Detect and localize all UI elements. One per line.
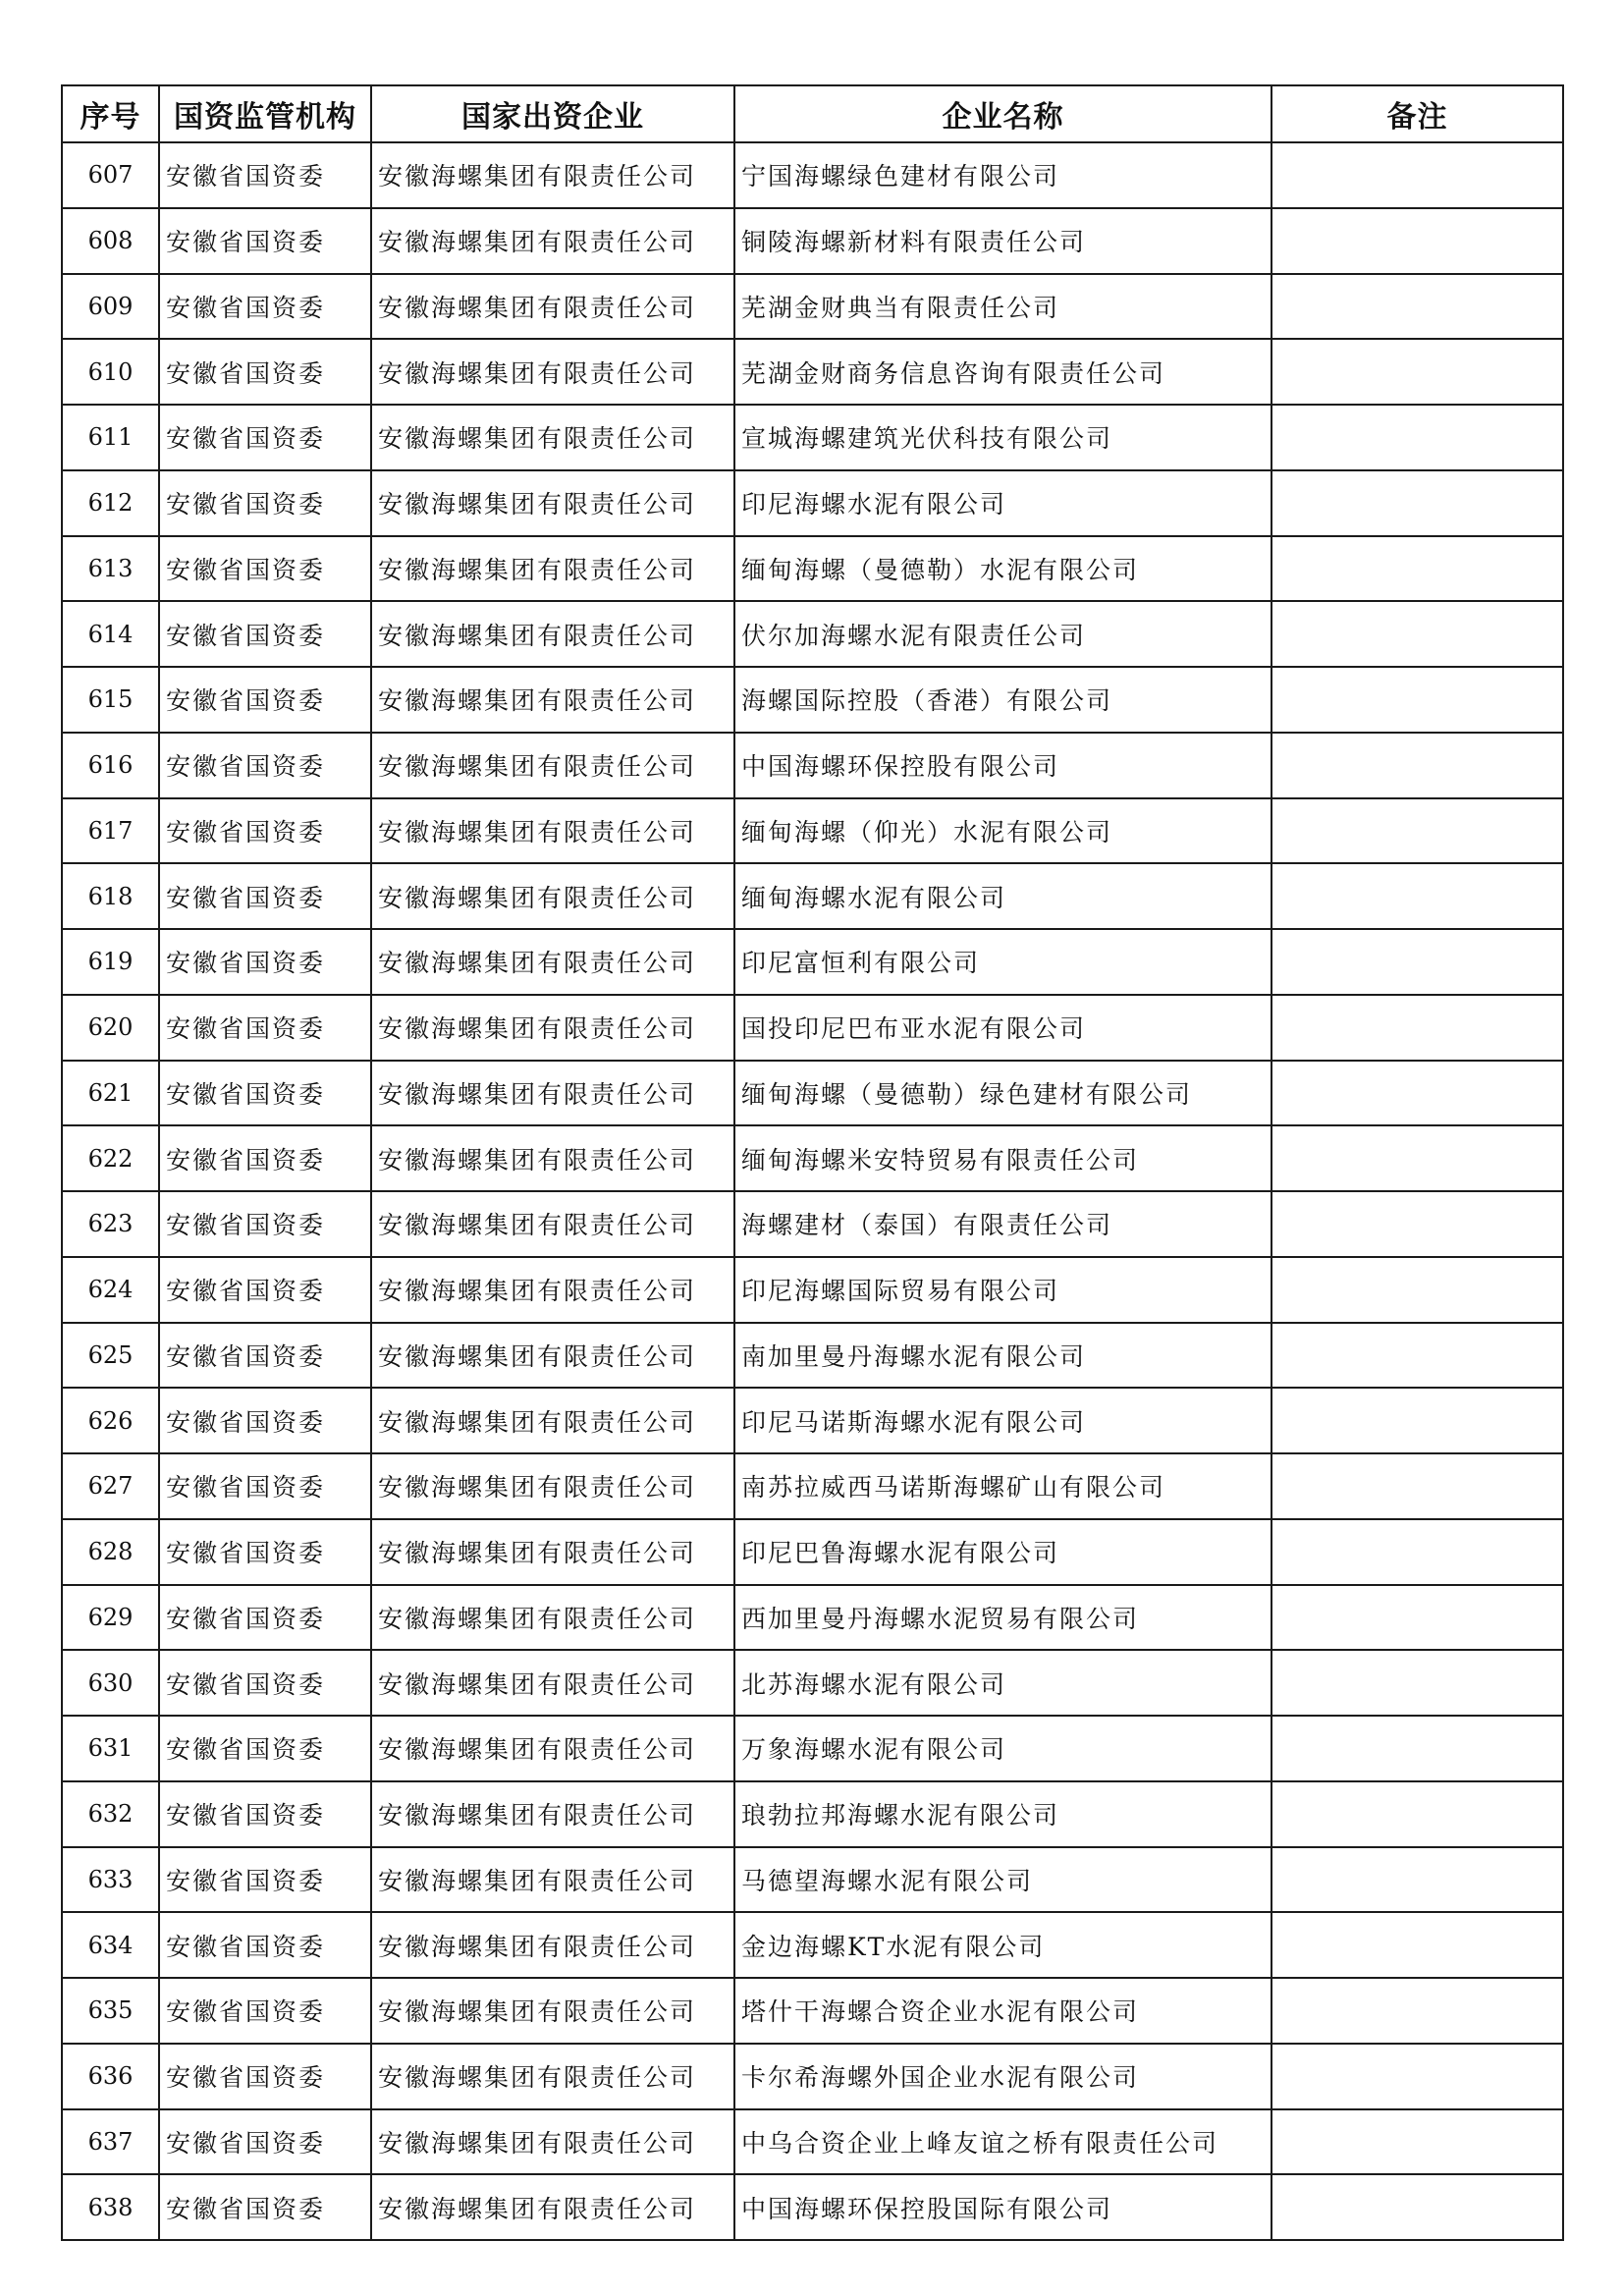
cell-investor: 安徽海螺集团有限责任公司 [371, 1650, 734, 1716]
cell-serial-number: 610 [62, 339, 159, 405]
table-row [62, 274, 1563, 340]
table-row [62, 1781, 1563, 1847]
table-row [62, 1716, 1563, 1781]
table-row [62, 339, 1563, 405]
table-row [62, 601, 1563, 667]
cell-serial-number: 622 [62, 1125, 159, 1191]
table-row [62, 1978, 1563, 2044]
cell-note [1271, 208, 1563, 274]
cell-company-name: 缅甸海螺（曼德勒）水泥有限公司 [734, 536, 1271, 602]
cell-regulator: 安徽省国资委 [159, 1847, 371, 1913]
table-row [62, 1257, 1563, 1323]
cell-note [1271, 1978, 1563, 2044]
cell-investor: 安徽海螺集团有限责任公司 [371, 339, 734, 405]
cell-serial-number: 633 [62, 1847, 159, 1913]
cell-investor: 安徽海螺集团有限责任公司 [371, 601, 734, 667]
table-row [62, 2044, 1563, 2109]
header-serial-number: 序号 [62, 85, 159, 142]
cell-regulator: 安徽省国资委 [159, 1191, 371, 1257]
cell-investor: 安徽海螺集团有限责任公司 [371, 405, 734, 470]
cell-company-name: 印尼海螺国际贸易有限公司 [734, 1257, 1271, 1323]
cell-investor: 安徽海螺集团有限责任公司 [371, 1847, 734, 1913]
cell-regulator: 安徽省国资委 [159, 339, 371, 405]
cell-investor: 安徽海螺集团有限责任公司 [371, 536, 734, 602]
cell-investor: 安徽海螺集团有限责任公司 [371, 1453, 734, 1519]
table-row [62, 798, 1563, 864]
cell-company-name: 宁国海螺绿色建材有限公司 [734, 142, 1271, 208]
cell-serial-number: 628 [62, 1519, 159, 1585]
cell-serial-number: 616 [62, 733, 159, 798]
table-row [62, 667, 1563, 733]
header-investor: 国家出资企业 [371, 85, 734, 142]
cell-serial-number: 608 [62, 208, 159, 274]
cell-serial-number: 626 [62, 1388, 159, 1453]
cell-regulator: 安徽省国资委 [159, 470, 371, 536]
cell-serial-number: 624 [62, 1257, 159, 1323]
cell-investor: 安徽海螺集团有限责任公司 [371, 2109, 734, 2175]
cell-regulator: 安徽省国资委 [159, 1716, 371, 1781]
table-row [62, 1191, 1563, 1257]
cell-company-name: 缅甸海螺米安特贸易有限责任公司 [734, 1125, 1271, 1191]
cell-note [1271, 601, 1563, 667]
table-row [62, 405, 1563, 470]
cell-investor: 安徽海螺集团有限责任公司 [371, 1323, 734, 1389]
cell-company-name: 万象海螺水泥有限公司 [734, 1716, 1271, 1781]
cell-regulator: 安徽省国资委 [159, 1585, 371, 1651]
cell-company-name: 伏尔加海螺水泥有限责任公司 [734, 601, 1271, 667]
cell-company-name: 铜陵海螺新材料有限责任公司 [734, 208, 1271, 274]
cell-serial-number: 619 [62, 929, 159, 995]
cell-note [1271, 2109, 1563, 2175]
cell-note [1271, 1257, 1563, 1323]
cell-serial-number: 631 [62, 1716, 159, 1781]
cell-regulator: 安徽省国资委 [159, 2109, 371, 2175]
cell-regulator: 安徽省国资委 [159, 142, 371, 208]
table-row [62, 1061, 1563, 1126]
cell-company-name: 缅甸海螺水泥有限公司 [734, 863, 1271, 929]
cell-note [1271, 470, 1563, 536]
cell-note [1271, 274, 1563, 340]
cell-note [1271, 1519, 1563, 1585]
cell-serial-number: 632 [62, 1781, 159, 1847]
cell-regulator: 安徽省国资委 [159, 1125, 371, 1191]
cell-note [1271, 1781, 1563, 1847]
cell-investor: 安徽海螺集团有限责任公司 [371, 863, 734, 929]
cell-investor: 安徽海螺集团有限责任公司 [371, 1781, 734, 1847]
cell-regulator: 安徽省国资委 [159, 208, 371, 274]
table-row [62, 208, 1563, 274]
cell-serial-number: 625 [62, 1323, 159, 1389]
cell-investor: 安徽海螺集团有限责任公司 [371, 470, 734, 536]
table-row [62, 1323, 1563, 1389]
cell-regulator: 安徽省国资委 [159, 1519, 371, 1585]
cell-company-name: 琅勃拉邦海螺水泥有限公司 [734, 1781, 1271, 1847]
cell-note [1271, 995, 1563, 1061]
cell-investor: 安徽海螺集团有限责任公司 [371, 1912, 734, 1978]
cell-serial-number: 609 [62, 274, 159, 340]
cell-note [1271, 339, 1563, 405]
cell-serial-number: 638 [62, 2174, 159, 2240]
cell-note [1271, 1912, 1563, 1978]
cell-serial-number: 618 [62, 863, 159, 929]
cell-company-name: 金边海螺KT水泥有限公司 [734, 1912, 1271, 1978]
cell-investor: 安徽海螺集团有限责任公司 [371, 667, 734, 733]
cell-regulator: 安徽省国资委 [159, 733, 371, 798]
cell-investor: 安徽海螺集团有限责任公司 [371, 1716, 734, 1781]
table-row [62, 1650, 1563, 1716]
cell-company-name: 西加里曼丹海螺水泥贸易有限公司 [734, 1585, 1271, 1651]
table-row [62, 1585, 1563, 1651]
table-row [62, 1453, 1563, 1519]
cell-serial-number: 629 [62, 1585, 159, 1651]
cell-note [1271, 1453, 1563, 1519]
cell-company-name: 中国海螺环保控股国际有限公司 [734, 2174, 1271, 2240]
cell-investor: 安徽海螺集团有限责任公司 [371, 274, 734, 340]
cell-company-name: 印尼富恒利有限公司 [734, 929, 1271, 995]
cell-company-name: 芜湖金财典当有限责任公司 [734, 274, 1271, 340]
cell-serial-number: 615 [62, 667, 159, 733]
cell-note [1271, 405, 1563, 470]
cell-serial-number: 621 [62, 1061, 159, 1126]
cell-investor: 安徽海螺集团有限责任公司 [371, 1061, 734, 1126]
cell-regulator: 安徽省国资委 [159, 995, 371, 1061]
cell-investor: 安徽海螺集团有限责任公司 [371, 1585, 734, 1651]
cell-regulator: 安徽省国资委 [159, 2044, 371, 2109]
table-row [62, 1519, 1563, 1585]
cell-serial-number: 637 [62, 2109, 159, 2175]
cell-company-name: 中国海螺环保控股有限公司 [734, 733, 1271, 798]
cell-serial-number: 630 [62, 1650, 159, 1716]
table-row [62, 470, 1563, 536]
cell-note [1271, 1650, 1563, 1716]
cell-investor: 安徽海螺集团有限责任公司 [371, 1257, 734, 1323]
cell-regulator: 安徽省国资委 [159, 1978, 371, 2044]
cell-company-name: 卡尔希海螺外国企业水泥有限公司 [734, 2044, 1271, 2109]
cell-note [1271, 1061, 1563, 1126]
cell-note [1271, 536, 1563, 602]
cell-regulator: 安徽省国资委 [159, 536, 371, 602]
cell-serial-number: 611 [62, 405, 159, 470]
table-row [62, 733, 1563, 798]
cell-regulator: 安徽省国资委 [159, 1257, 371, 1323]
table-row [62, 995, 1563, 1061]
table-row [62, 1388, 1563, 1453]
table-row [62, 2174, 1563, 2240]
cell-company-name: 印尼马诺斯海螺水泥有限公司 [734, 1388, 1271, 1453]
header-note: 备注 [1271, 85, 1563, 142]
cell-regulator: 安徽省国资委 [159, 601, 371, 667]
cell-serial-number: 612 [62, 470, 159, 536]
cell-regulator: 安徽省国资委 [159, 863, 371, 929]
table-row [62, 863, 1563, 929]
cell-regulator: 安徽省国资委 [159, 2174, 371, 2240]
cell-regulator: 安徽省国资委 [159, 1061, 371, 1126]
cell-company-name: 印尼巴鲁海螺水泥有限公司 [734, 1519, 1271, 1585]
cell-company-name: 宣城海螺建筑光伏科技有限公司 [734, 405, 1271, 470]
cell-company-name: 海螺建材（泰国）有限责任公司 [734, 1191, 1271, 1257]
cell-note [1271, 667, 1563, 733]
cell-note [1271, 798, 1563, 864]
cell-company-name: 北苏海螺水泥有限公司 [734, 1650, 1271, 1716]
cell-regulator: 安徽省国资委 [159, 1781, 371, 1847]
cell-serial-number: 627 [62, 1453, 159, 1519]
cell-regulator: 安徽省国资委 [159, 1388, 371, 1453]
cell-company-name: 南苏拉威西马诺斯海螺矿山有限公司 [734, 1453, 1271, 1519]
cell-regulator: 安徽省国资委 [159, 1453, 371, 1519]
cell-investor: 安徽海螺集团有限责任公司 [371, 733, 734, 798]
enterprise-table [61, 84, 1564, 2241]
table-row [62, 1847, 1563, 1913]
cell-investor: 安徽海螺集团有限责任公司 [371, 1388, 734, 1453]
table-header-row [62, 85, 1563, 142]
cell-serial-number: 617 [62, 798, 159, 864]
cell-investor: 安徽海螺集团有限责任公司 [371, 208, 734, 274]
cell-company-name: 缅甸海螺（仰光）水泥有限公司 [734, 798, 1271, 864]
cell-regulator: 安徽省国资委 [159, 667, 371, 733]
cell-investor: 安徽海螺集团有限责任公司 [371, 1191, 734, 1257]
table-body [62, 142, 1563, 2240]
table-row [62, 142, 1563, 208]
cell-note [1271, 142, 1563, 208]
table-row [62, 1912, 1563, 1978]
cell-note [1271, 929, 1563, 995]
cell-serial-number: 620 [62, 995, 159, 1061]
cell-company-name: 马德望海螺水泥有限公司 [734, 1847, 1271, 1913]
cell-investor: 安徽海螺集团有限责任公司 [371, 1125, 734, 1191]
cell-company-name: 缅甸海螺（曼德勒）绿色建材有限公司 [734, 1061, 1271, 1126]
table-row [62, 2109, 1563, 2175]
cell-investor: 安徽海螺集团有限责任公司 [371, 2044, 734, 2109]
cell-investor: 安徽海螺集团有限责任公司 [371, 142, 734, 208]
cell-investor: 安徽海螺集团有限责任公司 [371, 995, 734, 1061]
cell-regulator: 安徽省国资委 [159, 929, 371, 995]
cell-company-name: 印尼海螺水泥有限公司 [734, 470, 1271, 536]
header-regulator: 国资监管机构 [159, 85, 371, 142]
cell-note [1271, 1191, 1563, 1257]
cell-serial-number: 636 [62, 2044, 159, 2109]
cell-investor: 安徽海螺集团有限责任公司 [371, 2174, 734, 2240]
cell-serial-number: 635 [62, 1978, 159, 2044]
cell-note [1271, 1388, 1563, 1453]
cell-note [1271, 1323, 1563, 1389]
cell-regulator: 安徽省国资委 [159, 1650, 371, 1716]
cell-note [1271, 863, 1563, 929]
table-row [62, 1125, 1563, 1191]
cell-investor: 安徽海螺集团有限责任公司 [371, 929, 734, 995]
cell-regulator: 安徽省国资委 [159, 798, 371, 864]
cell-regulator: 安徽省国资委 [159, 405, 371, 470]
cell-regulator: 安徽省国资委 [159, 1323, 371, 1389]
cell-note [1271, 2044, 1563, 2109]
cell-serial-number: 614 [62, 601, 159, 667]
cell-investor: 安徽海螺集团有限责任公司 [371, 798, 734, 864]
cell-serial-number: 613 [62, 536, 159, 602]
header-company-name: 企业名称 [734, 85, 1271, 142]
cell-note [1271, 1716, 1563, 1781]
cell-investor: 安徽海螺集团有限责任公司 [371, 1519, 734, 1585]
cell-note [1271, 1847, 1563, 1913]
table-row [62, 929, 1563, 995]
cell-serial-number: 623 [62, 1191, 159, 1257]
cell-company-name: 南加里曼丹海螺水泥有限公司 [734, 1323, 1271, 1389]
cell-regulator: 安徽省国资委 [159, 274, 371, 340]
cell-company-name: 海螺国际控股（香港）有限公司 [734, 667, 1271, 733]
cell-note [1271, 2174, 1563, 2240]
cell-regulator: 安徽省国资委 [159, 1912, 371, 1978]
cell-note [1271, 1125, 1563, 1191]
cell-investor: 安徽海螺集团有限责任公司 [371, 1978, 734, 2044]
cell-serial-number: 607 [62, 142, 159, 208]
cell-company-name: 中乌合资企业上峰友谊之桥有限责任公司 [734, 2109, 1271, 2175]
cell-note [1271, 733, 1563, 798]
cell-note [1271, 1585, 1563, 1651]
cell-serial-number: 634 [62, 1912, 159, 1978]
cell-company-name: 塔什干海螺合资企业水泥有限公司 [734, 1978, 1271, 2044]
table-row [62, 536, 1563, 602]
cell-company-name: 国投印尼巴布亚水泥有限公司 [734, 995, 1271, 1061]
cell-company-name: 芜湖金财商务信息咨询有限责任公司 [734, 339, 1271, 405]
